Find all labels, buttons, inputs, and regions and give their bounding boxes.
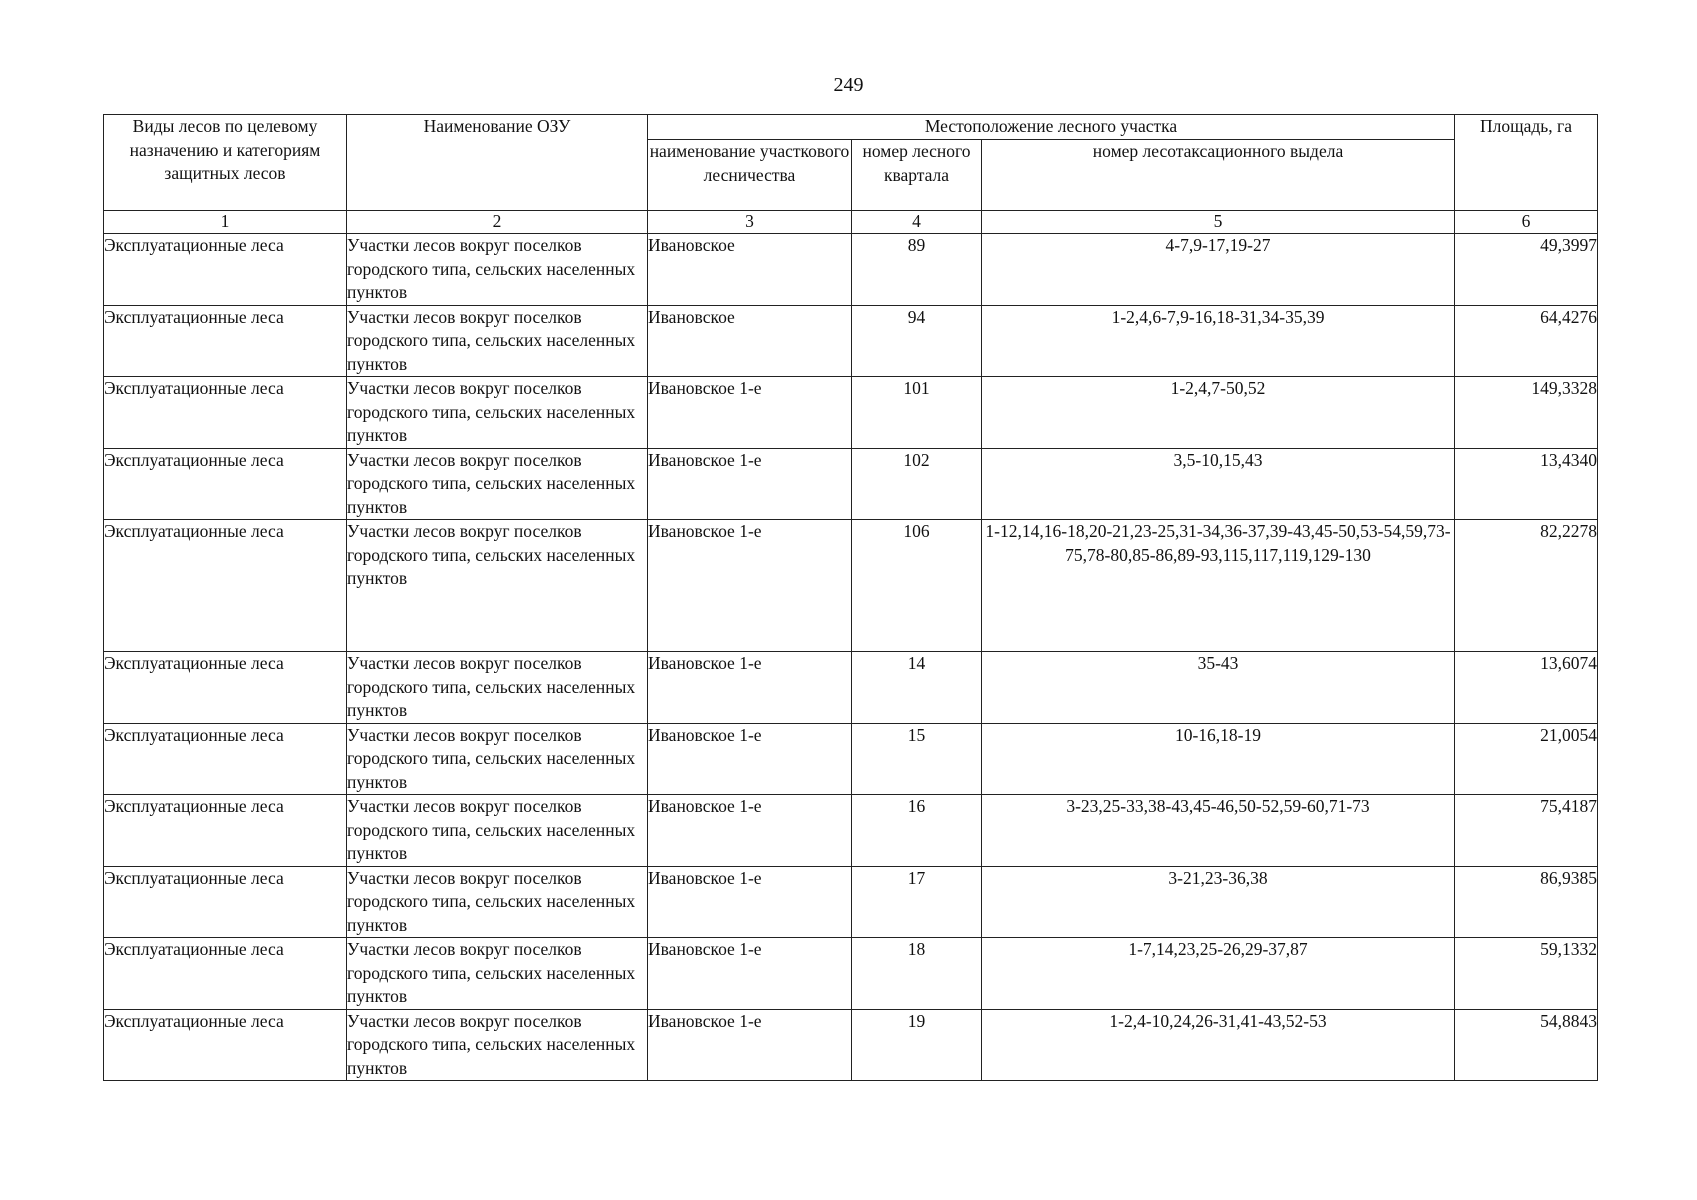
cell-forestry-name: Ивановское 1-е — [648, 652, 852, 724]
cell-area: 75,4187 — [1455, 795, 1598, 867]
header-forest-type: Виды лесов по целевому назначению и категориям защитных лесов — [104, 115, 347, 211]
cell-forestry-name: Ивановское 1-е — [648, 938, 852, 1010]
cell-ozu-name: Участки лесов вокруг поселков городского типа, сельских населенных пунктов — [347, 795, 648, 867]
cell-forest-type: Эксплуатационные леса — [104, 795, 347, 867]
cell-quarter-number: 14 — [852, 652, 982, 724]
cell-forestry-name: Ивановское 1-е — [648, 723, 852, 795]
header-area: Площадь, га — [1455, 115, 1598, 211]
column-number: 3 — [648, 211, 852, 234]
column-number: 1 — [104, 211, 347, 234]
cell-vydel-numbers: 35-43 — [982, 652, 1455, 724]
cell-area: 13,6074 — [1455, 652, 1598, 724]
cell-area: 13,4340 — [1455, 448, 1598, 520]
cell-vydel-numbers: 1-7,14,23,25-26,29-37,87 — [982, 938, 1455, 1010]
cell-area: 149,3328 — [1455, 377, 1598, 449]
cell-forest-type: Эксплуатационные леса — [104, 866, 347, 938]
forest-plots-table — [103, 114, 1598, 1081]
table-row — [104, 866, 1598, 938]
column-number: 5 — [982, 211, 1455, 234]
cell-vydel-numbers: 10-16,18-19 — [982, 723, 1455, 795]
cell-ozu-name: Участки лесов вокруг поселков городского типа, сельских населенных пунктов — [347, 866, 648, 938]
table-row — [104, 377, 1598, 449]
table-row — [104, 938, 1598, 1010]
header-forestry-name: наименование участкового лесничества — [648, 140, 852, 211]
cell-quarter-number: 18 — [852, 938, 982, 1010]
cell-vydel-numbers: 1-12,14,16-18,20-21,23-25,31-34,36-37,39-43,45-50,53-54,59,73-75,78-80,85-86,89-93,115,117,119,129-130 — [982, 520, 1455, 652]
column-number-row — [104, 211, 1598, 234]
header-location-group: Местоположение лесного участка — [648, 115, 1455, 140]
cell-area: 82,2278 — [1455, 520, 1598, 652]
cell-area: 59,1332 — [1455, 938, 1598, 1010]
cell-vydel-numbers: 1-2,4,6-7,9-16,18-31,34-35,39 — [982, 305, 1455, 377]
cell-quarter-number: 16 — [852, 795, 982, 867]
header-quarter-number: номер лесного квартала — [852, 140, 982, 211]
cell-forest-type: Эксплуатационные леса — [104, 448, 347, 520]
cell-ozu-name: Участки лесов вокруг поселков городского типа, сельских населенных пунктов — [347, 520, 648, 652]
column-number: 4 — [852, 211, 982, 234]
cell-quarter-number: 17 — [852, 866, 982, 938]
cell-forestry-name: Ивановское 1-е — [648, 795, 852, 867]
header-ozu-name: Наименование ОЗУ — [347, 115, 648, 211]
header-row-top — [104, 115, 1598, 140]
cell-forestry-name: Ивановское 1-е — [648, 1009, 852, 1081]
cell-area: 64,4276 — [1455, 305, 1598, 377]
column-number: 6 — [1455, 211, 1598, 234]
cell-forest-type: Эксплуатационные леса — [104, 520, 347, 652]
cell-vydel-numbers: 3,5-10,15,43 — [982, 448, 1455, 520]
cell-quarter-number: 19 — [852, 1009, 982, 1081]
cell-forest-type: Эксплуатационные леса — [104, 1009, 347, 1081]
cell-forestry-name: Ивановское 1-е — [648, 520, 852, 652]
table-row — [104, 723, 1598, 795]
cell-forestry-name: Ивановское 1-е — [648, 448, 852, 520]
cell-area: 54,8843 — [1455, 1009, 1598, 1081]
cell-forestry-name: Ивановское — [648, 234, 852, 306]
cell-forestry-name: Ивановское — [648, 305, 852, 377]
cell-forestry-name: Ивановское 1-е — [648, 866, 852, 938]
cell-forest-type: Эксплуатационные леса — [104, 305, 347, 377]
cell-ozu-name: Участки лесов вокруг поселков городского типа, сельских населенных пунктов — [347, 652, 648, 724]
cell-forest-type: Эксплуатационные леса — [104, 377, 347, 449]
cell-ozu-name: Участки лесов вокруг поселков городского типа, сельских населенных пунктов — [347, 234, 648, 306]
cell-quarter-number: 102 — [852, 448, 982, 520]
table-row — [104, 652, 1598, 724]
cell-area: 21,0054 — [1455, 723, 1598, 795]
cell-vydel-numbers: 1-2,4-10,24,26-31,41-43,52-53 — [982, 1009, 1455, 1081]
cell-ozu-name: Участки лесов вокруг поселков городского типа, сельских населенных пунктов — [347, 723, 648, 795]
table-row — [104, 1009, 1598, 1081]
table-row — [104, 305, 1598, 377]
cell-vydel-numbers: 3-23,25-33,38-43,45-46,50-52,59-60,71-73 — [982, 795, 1455, 867]
cell-area: 49,3997 — [1455, 234, 1598, 306]
cell-quarter-number: 106 — [852, 520, 982, 652]
table-row — [104, 520, 1598, 652]
table-row — [104, 234, 1598, 306]
cell-vydel-numbers: 3-21,23-36,38 — [982, 866, 1455, 938]
cell-forest-type: Эксплуатационные леса — [104, 938, 347, 1010]
page-number: 249 — [833, 74, 864, 96]
cell-forest-type: Эксплуатационные леса — [104, 234, 347, 306]
header-vydel-number: номер лесотаксационного выдела — [982, 140, 1455, 211]
cell-ozu-name: Участки лесов вокруг поселков городского типа, сельских населенных пунктов — [347, 448, 648, 520]
cell-vydel-numbers: 1-2,4,7-50,52 — [982, 377, 1455, 449]
cell-ozu-name: Участки лесов вокруг поселков городского типа, сельских населенных пунктов — [347, 938, 648, 1010]
cell-quarter-number: 94 — [852, 305, 982, 377]
cell-forest-type: Эксплуатационные леса — [104, 723, 347, 795]
cell-forest-type: Эксплуатационные леса — [104, 652, 347, 724]
cell-forestry-name: Ивановское 1-е — [648, 377, 852, 449]
cell-vydel-numbers: 4-7,9-17,19-27 — [982, 234, 1455, 306]
cell-ozu-name: Участки лесов вокруг поселков городского типа, сельских населенных пунктов — [347, 305, 648, 377]
cell-area: 86,9385 — [1455, 866, 1598, 938]
table-row — [104, 448, 1598, 520]
cell-ozu-name: Участки лесов вокруг поселков городского типа, сельских населенных пунктов — [347, 377, 648, 449]
table-row — [104, 795, 1598, 867]
cell-quarter-number: 89 — [852, 234, 982, 306]
cell-quarter-number: 101 — [852, 377, 982, 449]
cell-ozu-name: Участки лесов вокруг поселков городского типа, сельских населенных пунктов — [347, 1009, 648, 1081]
column-number: 2 — [347, 211, 648, 234]
cell-quarter-number: 15 — [852, 723, 982, 795]
